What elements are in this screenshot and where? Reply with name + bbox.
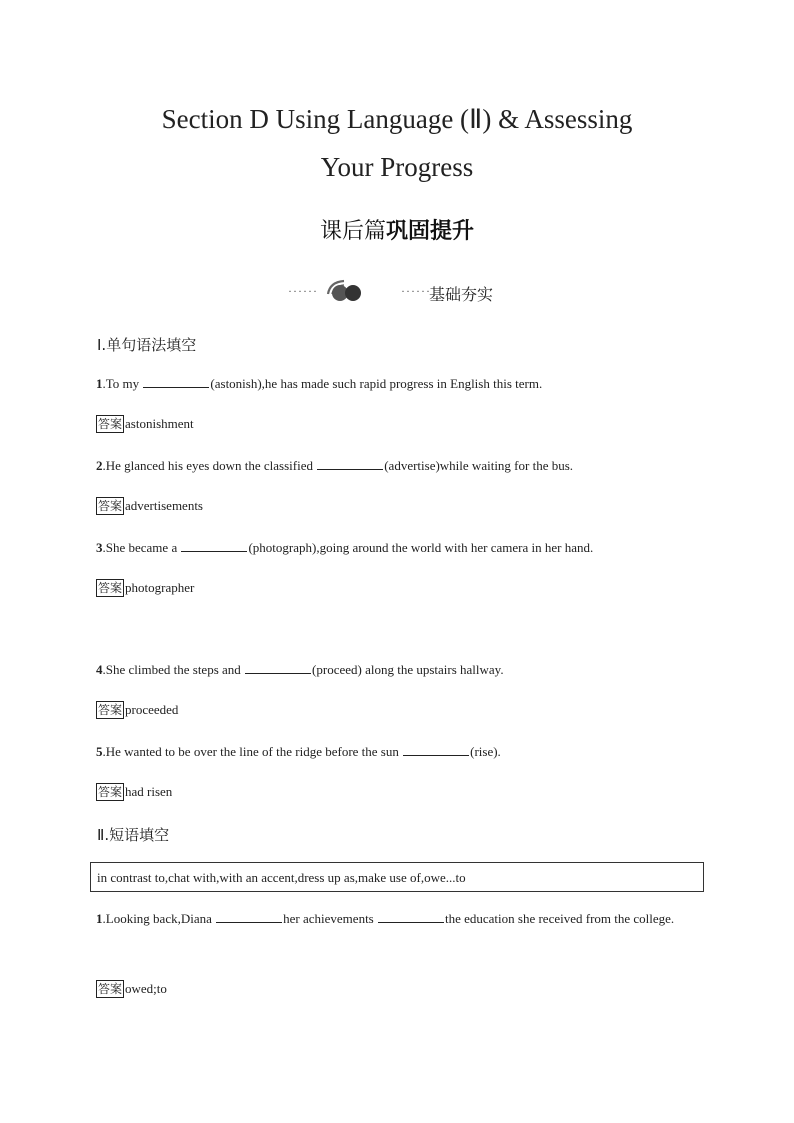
banner-logo-icon xyxy=(322,278,368,304)
answer-tag: 答案 xyxy=(98,417,123,431)
question-1: 1.To my (astonish),he has made such rapid progress in English this term. xyxy=(96,376,543,391)
subtitle-bold: 巩固提升 xyxy=(386,219,475,244)
question-5: 5.He wanted to be over the line of the ridge before the sun (rise). xyxy=(96,744,501,759)
question-2: 2.He glanced his eyes down the classified (advertise)while waiting for the bus. xyxy=(96,458,574,473)
answer-1: 答案 astonishment xyxy=(98,416,194,431)
answer-blank xyxy=(378,910,444,923)
page-title-line-2: Your Progress xyxy=(320,152,474,182)
section-2-heading: Ⅱ.短语填空 xyxy=(97,826,170,844)
answer-tag: 答案 xyxy=(98,499,123,513)
section-1-heading: Ⅰ.单句语法填空 xyxy=(97,336,197,354)
answer-3: 答案 photographer xyxy=(98,580,195,595)
answer-blank xyxy=(245,661,311,674)
answer-tag: 答案 xyxy=(98,703,123,717)
answer-tag: 答案 xyxy=(98,581,123,595)
answer-blank xyxy=(143,375,209,388)
answer-4: 答案 proceeded xyxy=(98,702,179,717)
answer-blank xyxy=(216,910,282,923)
banner-dots-left: ······ xyxy=(288,284,318,298)
page-title-line-1: Section D Using Language (Ⅱ) & Assessing xyxy=(161,104,633,134)
banner-dots-right: ······ xyxy=(401,284,431,298)
question-3: 3.She became a (photograph),going around the world with her camera in her hand. xyxy=(96,540,594,555)
answer-5: 答案 had risen xyxy=(98,784,173,799)
page-subtitle xyxy=(0,214,794,245)
subtitle-normal: 课后篇 xyxy=(319,219,386,244)
section-banner xyxy=(288,278,528,306)
phrase-question-1: 1.Looking back,Diana her achievements the education she received from the college. xyxy=(96,911,675,926)
answer-blank xyxy=(181,539,247,552)
answer-2: 答案 advertisements xyxy=(98,498,203,513)
word-bank-box: in contrast to,chat with,with an accent,dress up as,make use of,owe...to xyxy=(90,862,704,892)
answer-blank xyxy=(317,457,383,470)
answer-tag: 答案 xyxy=(98,785,123,799)
banner-label: 基础夯实 xyxy=(429,285,494,304)
question-4: 4.She climbed the steps and (proceed) along the upstairs hallway. xyxy=(96,662,504,677)
answer-blank xyxy=(403,743,469,756)
answer-tag: 答案 xyxy=(98,982,123,996)
phrase-answer-1: 答案 owed;to xyxy=(98,981,167,996)
